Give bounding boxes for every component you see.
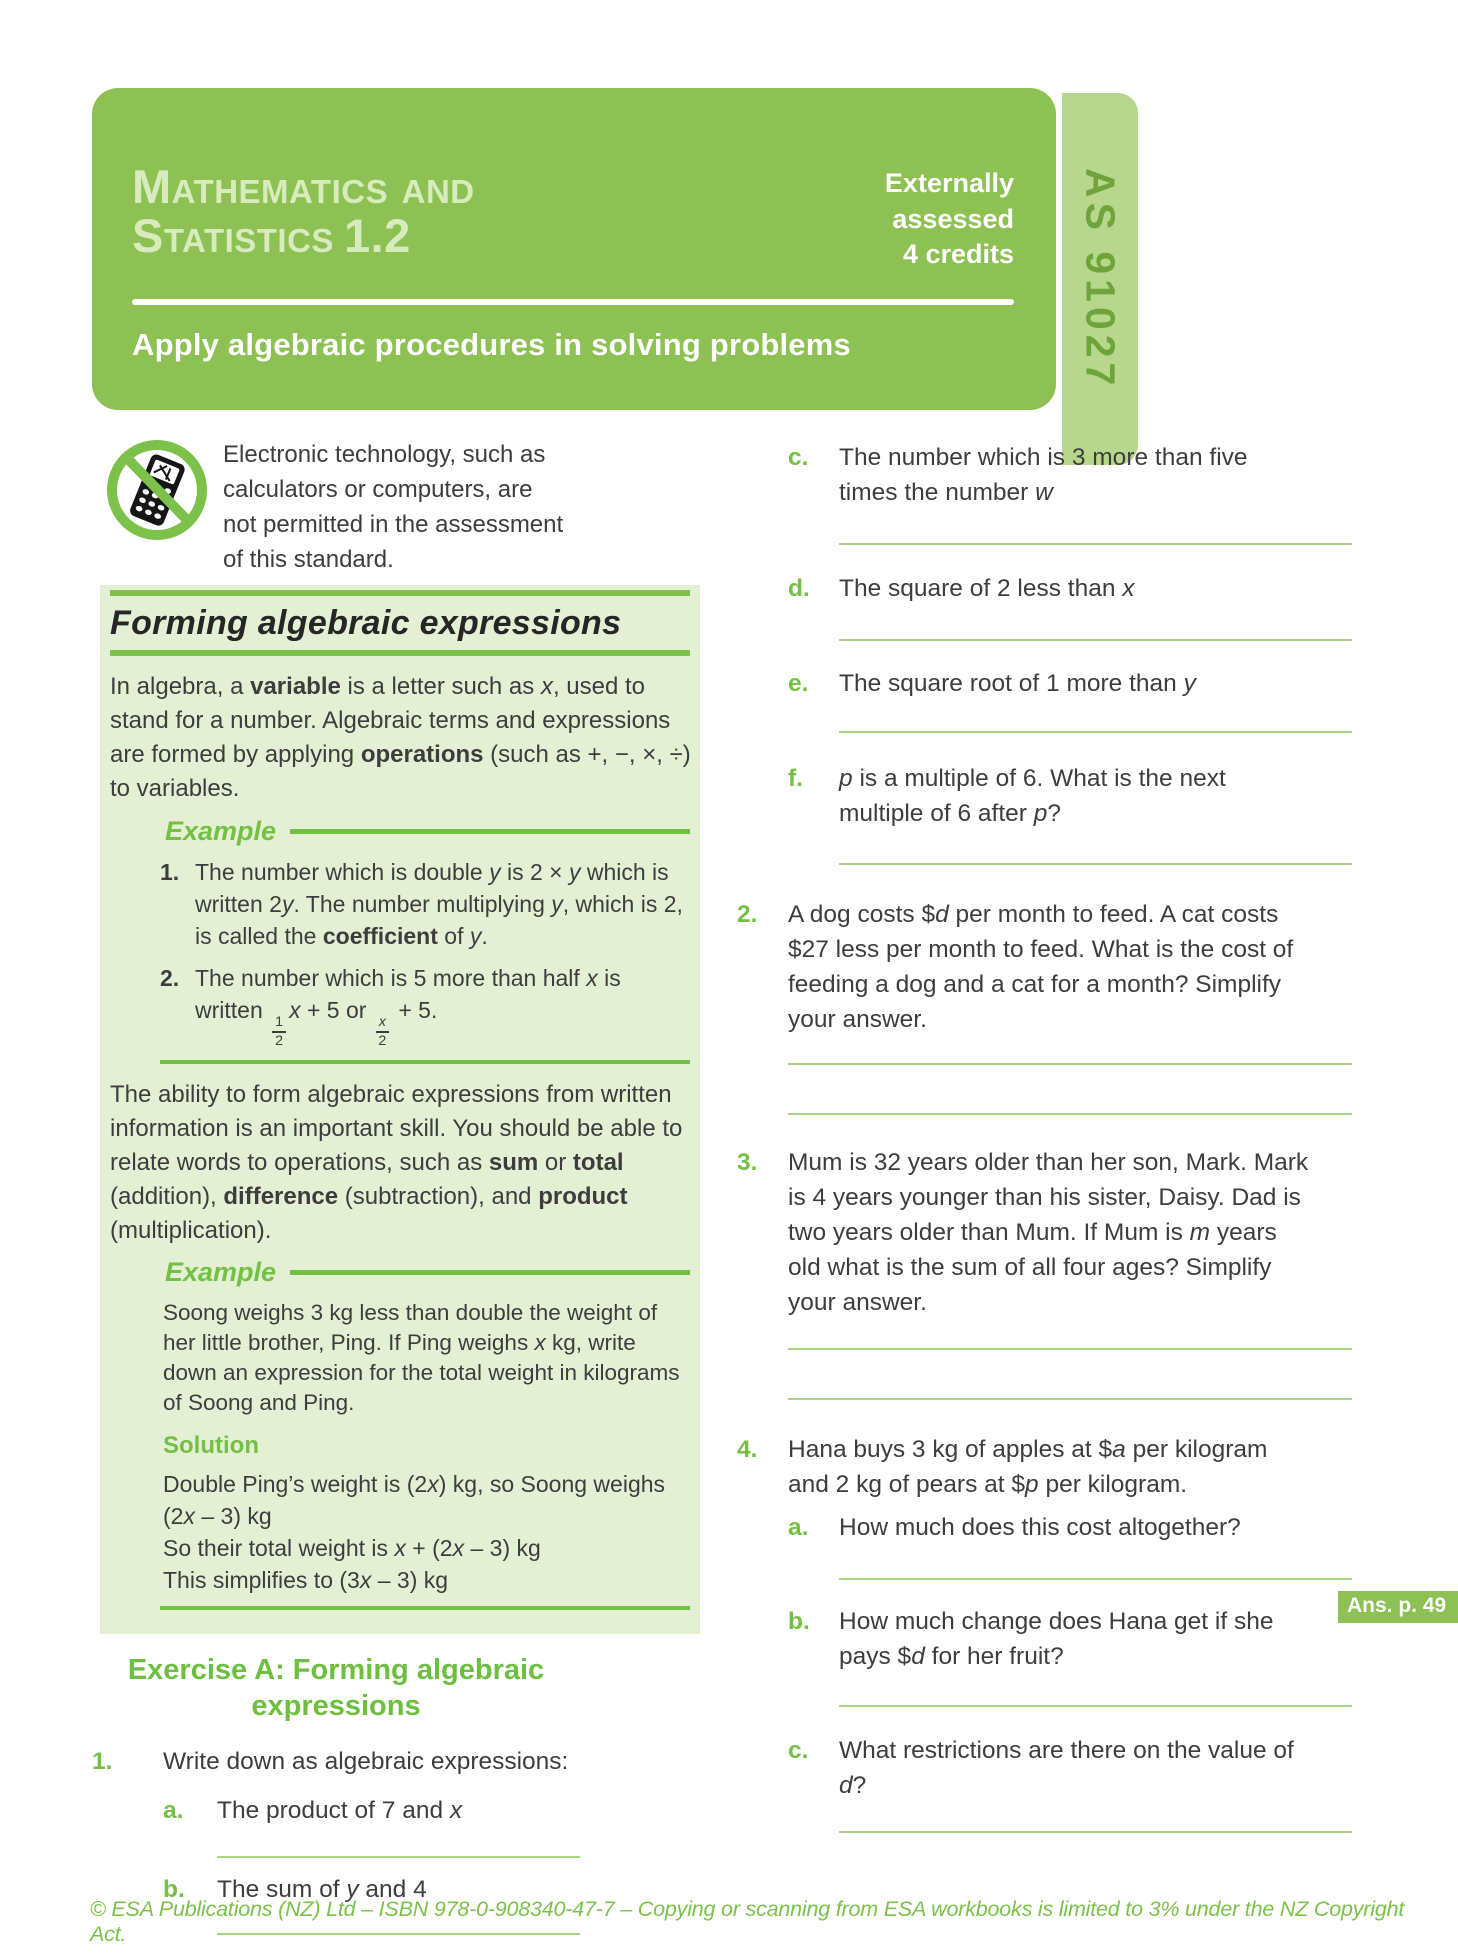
- question-number: 3.: [737, 1149, 758, 1176]
- question-text: Mum is 32 years older than her son, Mark. Mark is 4 years younger than his sister, Daisy. Dad is two years older than Mum. If Mum is m years old what is the sum of all four ages? Simplify your answer.: [788, 1149, 1309, 1316]
- answer-line-4a: [839, 1578, 1352, 1580]
- question-1f: [788, 761, 1352, 831]
- assessment-type: Externally assessed: [884, 168, 1014, 234]
- example-item-number: 2.: [160, 965, 180, 991]
- heading-rule-bottom: [110, 650, 690, 656]
- part-label: f.: [788, 765, 803, 792]
- example-label: Example: [165, 815, 277, 846]
- answer-line-3-2: [788, 1398, 1352, 1400]
- part-label: a.: [163, 1796, 184, 1824]
- part-text: The square root of 1 more than y: [839, 670, 1196, 697]
- example-label: Example: [165, 1257, 277, 1288]
- question-2: [737, 897, 1352, 1037]
- exercise-title: [92, 1652, 580, 1724]
- theory-panel: [100, 585, 700, 1634]
- question-1c: [788, 440, 1352, 510]
- question-4c: [788, 1733, 1352, 1803]
- example-problem: Soong weighs 3 kg less than double the weight of her little brother, Ping. If Ping weighs x kg, write down an expression for the total weight in kilograms of Soong and Ping.: [163, 1299, 680, 1415]
- answer-line-1f: [839, 863, 1352, 865]
- assessment-info: [759, 166, 1014, 273]
- answer-line-2-2: [788, 1113, 1352, 1115]
- solution-label: Solution: [163, 1431, 259, 1459]
- part-text: The number which is 3 more than five times the number w: [839, 444, 1248, 506]
- answer-line-4c: [839, 1831, 1352, 1833]
- question-text: Write down as algebraic expressions:: [163, 1747, 569, 1775]
- intro-paragraph: In algebra, a variable is a letter such as x, used to stand for a number. Algebraic terms and expressions are formed by applying operations (such as +, −, ×, ÷) to variables.: [110, 673, 691, 802]
- part-label: a.: [788, 1514, 809, 1541]
- solution-line: Double Ping’s weight is (2x) kg, so Soong weighs (2x – 3) kg: [163, 1470, 666, 1529]
- answers-page-badge: Ans. p. 49: [1338, 1591, 1458, 1623]
- assessment-credits: 4 credits: [902, 239, 1014, 270]
- question-4b: [788, 1604, 1352, 1674]
- part-label: b.: [163, 1875, 185, 1903]
- question-3: [737, 1145, 1352, 1320]
- standard-code-label: AS 91027: [1077, 167, 1124, 391]
- question-1d: [788, 571, 1352, 606]
- page-title: [132, 162, 759, 261]
- standard-code-tab: [1062, 93, 1138, 465]
- part-text: p is a multiple of 6. What is the next multiple of 6 after p?: [839, 765, 1226, 827]
- question-1e: [788, 666, 1352, 701]
- example-item-number: 1.: [160, 859, 180, 885]
- example-item-text: The number which is 5 more than half x is written $\frac{1}{2}$ x + 5 or $\frac{x}{2}$ + 5.: [195, 965, 621, 1050]
- question-1a: [163, 1793, 580, 1828]
- question-number: 4.: [737, 1436, 758, 1463]
- part-label: b.: [788, 1608, 810, 1635]
- question-number: 1.: [92, 1747, 113, 1775]
- left-column: [92, 437, 700, 1935]
- part-text: How much does this cost altogether?: [839, 1514, 1241, 1541]
- standard-description: Apply algebraic procedures in solving problems: [132, 326, 851, 362]
- solution-line: This simplifies to (3x – 3) kg: [163, 1566, 449, 1593]
- question-text: A dog costs $d per month to feed. A cat costs $27 less per month to feed. What is the cost of feeding a dog and a cat for a month? Simplify your answer.: [788, 901, 1294, 1033]
- middle-paragraph: The ability to form algebraic expressions from written information is an important skill. You should be able to relate words to operations, such as sum or total (addition), difference (subtraction), and product (multiplication).: [110, 1080, 683, 1244]
- answer-line-4b: [839, 1705, 1352, 1707]
- part-text: The product of 7 and x: [217, 1796, 463, 1824]
- question-4a: [788, 1510, 1352, 1545]
- heading-rule-top: [110, 590, 690, 596]
- right-column: [737, 432, 1352, 1833]
- example-rule: [290, 1270, 690, 1275]
- answer-line-2-1: [788, 1063, 1352, 1065]
- example-heading-2: [165, 1258, 690, 1288]
- part-label: c.: [788, 1737, 809, 1764]
- example-closing-rule: [160, 1060, 690, 1064]
- page-title-text: Mathematics and Statistics: [132, 160, 475, 263]
- header-banner: [92, 88, 1056, 410]
- exercise-title-line2: expressions: [251, 1689, 421, 1722]
- part-text: What restrictions are there on the value of d?: [839, 1737, 1294, 1799]
- answer-line-3-1: [788, 1348, 1352, 1350]
- exercise-title-line1: Exercise A: Forming algebraic: [127, 1653, 545, 1686]
- exercise-section: [92, 1652, 580, 1935]
- question-number: 2.: [737, 901, 758, 928]
- question-4: [737, 1432, 1352, 1502]
- answer-line-1c: [839, 543, 1352, 545]
- example-item-1: [160, 856, 688, 952]
- part-label: e.: [788, 670, 809, 697]
- example-rule: [290, 829, 690, 834]
- example-heading-1: [165, 816, 690, 846]
- part-text: The square of 2 less than x: [839, 575, 1135, 602]
- example-closing-rule: [160, 1606, 690, 1610]
- solution-line: So their total weight is x + (2x – 3) kg: [163, 1534, 541, 1561]
- question-text: Hana buys 3 kg of apples at $a per kilogram and 2 kg of pears at $p per kilogram.: [788, 1436, 1268, 1498]
- part-label: c.: [788, 444, 809, 471]
- header-divider: [132, 299, 1014, 305]
- example-item-text: The number which is double y is 2 × y which is written 2y. The number multiplying y, which is 2, is called the coefficient of y.: [195, 859, 683, 949]
- section-heading: Forming algebraic expressions: [110, 604, 622, 642]
- notice-text: Electronic technology, such as calculators or computers, are not permitted in the assessment of this standard.: [223, 441, 564, 573]
- page-title-number: 1.2: [343, 209, 411, 263]
- answer-line-1a: [217, 1856, 580, 1858]
- no-calculator-icon: [105, 437, 209, 577]
- example-item-2: [160, 962, 688, 1050]
- question-1: [92, 1744, 580, 1779]
- part-label: d.: [788, 575, 810, 602]
- part-text: How much change does Hana get if she pays $d for her fruit?: [839, 1608, 1274, 1670]
- answer-line-1e: [839, 731, 1352, 733]
- part-text: The sum of y and 4: [217, 1875, 427, 1903]
- copyright-footer: © ESA Publications (NZ) Ltd – ISBN 978-0-908340-47-7 – Copying or scanning from ESA workbooks is limited to 3% under the NZ Copyright Act.: [90, 1897, 1405, 1946]
- no-technology-notice: [100, 437, 700, 577]
- answer-line-1d: [839, 639, 1352, 641]
